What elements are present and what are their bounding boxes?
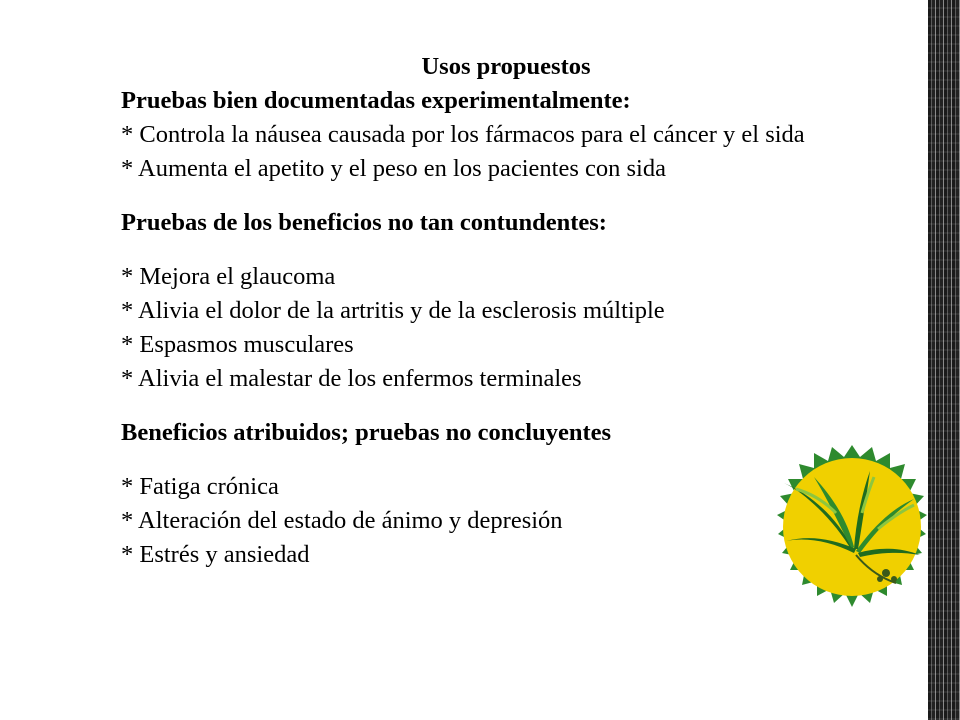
list-item: * Alteración del estado de ánimo y depresión [121,507,563,534]
slide-title: Usos propuestos [421,53,591,80]
cannabis-leaf-emblem-icon [766,443,938,615]
list-item: * Fatiga crónica [121,473,279,500]
emblem-background [783,458,921,596]
list-item: * Estrés y ansiedad [121,541,310,568]
list-item: * Alivia el malestar de los enfermos terminales [121,365,582,392]
section-heading-not-conclusive: Pruebas de los beneficios no tan contundentes: [121,209,607,236]
slide-content [121,50,851,572]
list-item: * Controla la náusea causada por los fármacos para el cáncer y el sida [121,121,805,148]
list-item: * Aumenta el apetito y el peso en los pacientes con sida [121,155,666,182]
list-item: * Alivia el dolor de la artritis y de la esclerosis múltiple [121,297,665,324]
list-item: * Espasmos musculares [121,331,354,358]
section-heading-documented: Pruebas bien documentadas experimentalmente: [121,87,631,114]
section-heading-attributed: Beneficios atribuidos; pruebas no concluyentes [121,419,612,446]
list-item: * Mejora el glaucoma [121,263,336,290]
